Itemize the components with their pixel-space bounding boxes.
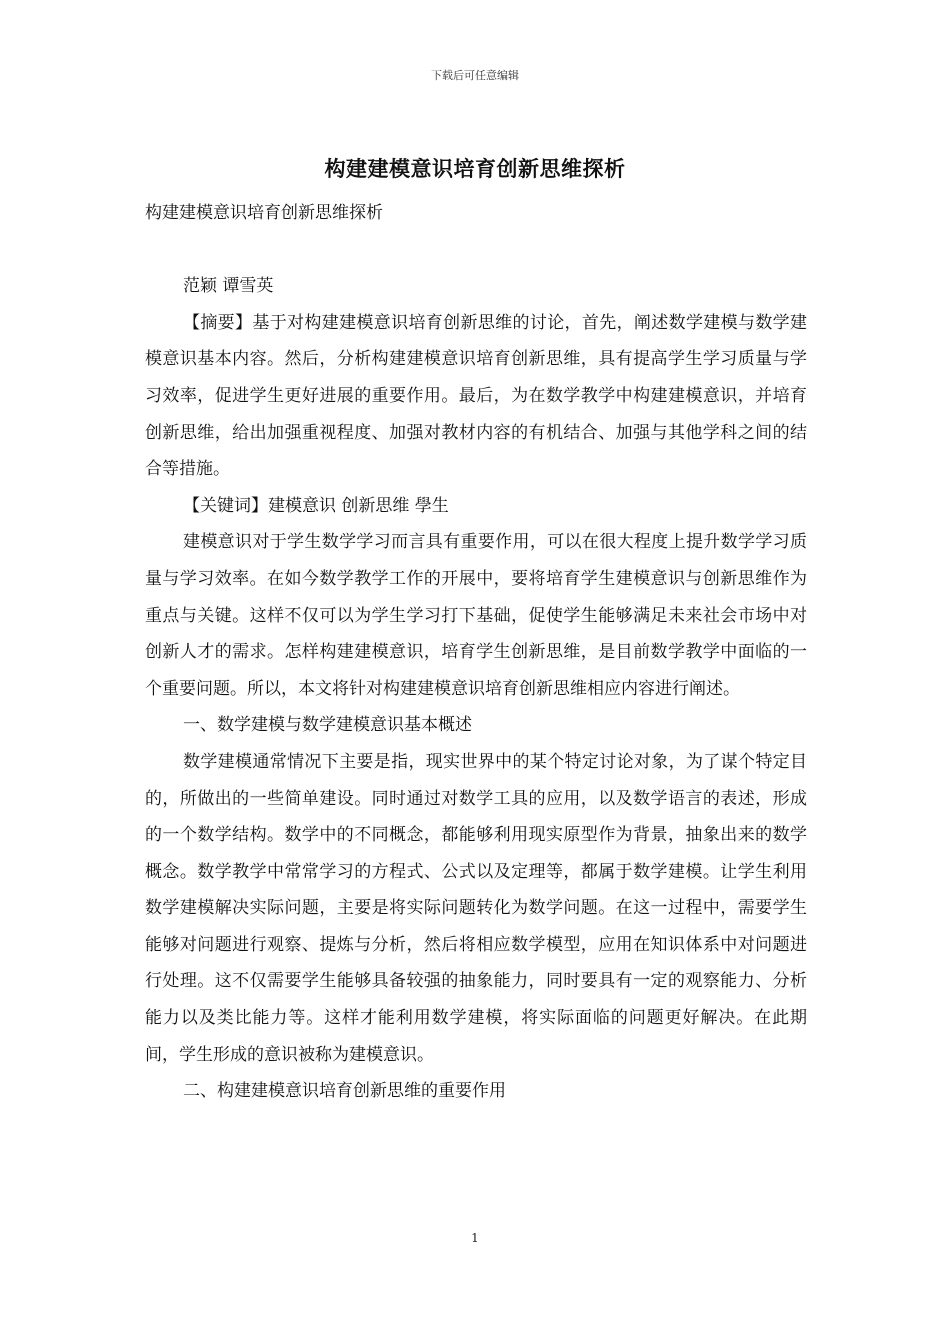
section1-paragraph: 数学建模通常情况下主要是指，现实世界中的某个特定讨论对象，为了谋个特定目的，所做出的一些简单建设。同时通过对数学工具的应用，以及数学语言的表述，形成的一个数学结构。数学中的不同概念，都能够利用现实原型作为背景，抽象出来的数学概念。数学教学中常常学习的方程式、公式以及定理等，都属于数学建模。让学生利用数学建模解决实际问题，主要是将实际问题转化为数学问题。在这一过程中，需要学生能够对问题进行观察、提炼与分析，然后将相应数学模型，应用在知识体系中对问题进行处理。这不仅需要学生能够具备较强的抽象能力，同时要具有一定的观察能力、分析能力以及类比能力等。这样才能利用数学建模，将实际面临的问题更好解决。在此期间，学生形成的意识被称为建模意识。 [145, 751, 807, 1065]
document-title: 构建建模意识培育创新思维探析 [324, 156, 626, 181]
page-number: 1 [471, 1231, 479, 1245]
page-header: 下载后可任意编辑 [431, 69, 519, 82]
keywords-paragraph: 【关键词】建模意识 创新思维 學生 [183, 495, 449, 516]
section2-heading: 二、构建建模意识培育创新思维的重要作用 [183, 1081, 506, 1102]
subtitle: 构建建模意识培育创新思维探析 [145, 203, 383, 223]
intro-paragraph: 建模意识对于学生数学学习而言具有重要作用，可以在很大程度上提升数学学习质量与学习效率。在如今数学教学工作的开展中，要将培育学生建模意识与创新思维作为重点与关键。这样不仅可以为学生学习打下基础，促使学生能够满足未来社会市场中对创新人才的需求。怎样构建建模意识，培育学生创新思维，是目前数学教学中面临的一个重要问题。所以，本文将针对构建建模意识培育创新思维相应内容进行阐述。 [145, 532, 807, 699]
abstract-paragraph: 【摘要】基于对构建建模意识培育创新思维的讨论，首先，阐述数学建模与数学建模意识基本内容。然后，分析构建建模意识培育创新思维，具有提高学生学习质量与学习效率，促进学生更好进展的重要作用。最后，为在数学教学中构建建模意识，并培育创新思维，给出加强重视程度、加强对教材内容的有机结合、加强与其他学科之间的结合等措施。 [145, 312, 807, 480]
section1-heading: 一、数学建模与数学建模意识基本概述 [183, 715, 472, 736]
blank-line [145, 232, 807, 269]
authors: 范颖 谭雪英 [183, 276, 274, 297]
document-body [145, 195, 807, 1110]
